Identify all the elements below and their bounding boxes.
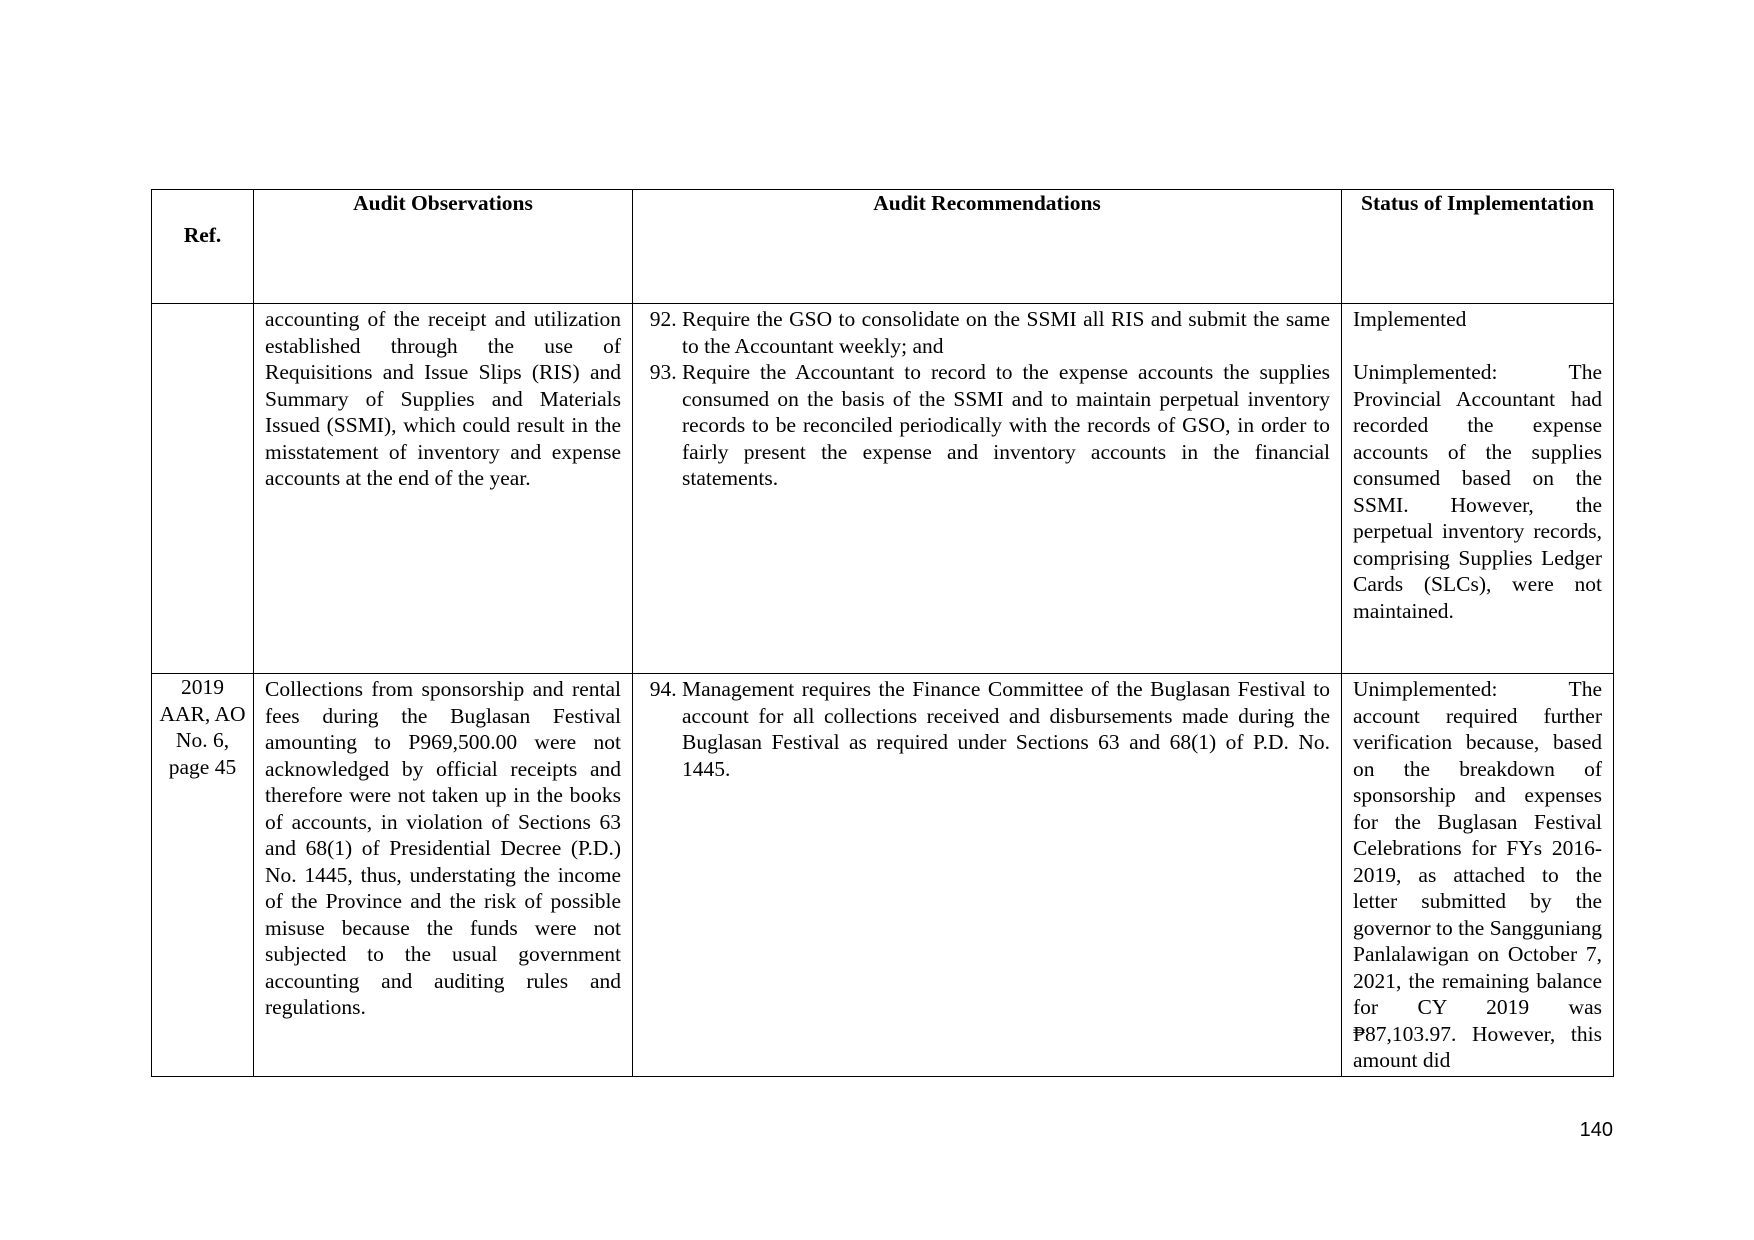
recommendation-item: 94. Management requires the Finance Committee of the Buglasan Festival to account for all collections received and disbursements made during the Buglasan Festival as required under Sections 63 and 68(1) of P.D. No. 1445. bbox=[682, 676, 1330, 782]
page-number: 140 bbox=[1579, 1119, 1613, 1141]
recommendation-list bbox=[644, 676, 1330, 782]
recommendation-item: 93. Require the Accountant to record to the expense accounts the supplies consumed on the basis of the SSMI and to maintain perpetual inventory records to be reconciled periodically with the records of GSO, in order to fairly present the expense and inventory accounts in the financial statements. bbox=[682, 359, 1330, 492]
recommendation-item: 92. Require the GSO to consolidate on the SSMI all RIS and submit the same to the Accountant weekly; and bbox=[682, 306, 1330, 359]
status-cell bbox=[1342, 304, 1614, 674]
audit-table bbox=[151, 189, 1614, 1077]
status-gap bbox=[1353, 333, 1602, 360]
recommendation-list bbox=[644, 306, 1330, 492]
ref-cell bbox=[152, 304, 254, 674]
observation-cell bbox=[254, 304, 633, 674]
observation-cell bbox=[254, 674, 633, 1077]
header-recommendations: Audit Recommendations bbox=[633, 190, 1342, 304]
header-ref: Ref. bbox=[152, 190, 254, 304]
status-text: Implemented bbox=[1353, 307, 1467, 331]
recommendation-cell bbox=[633, 304, 1342, 674]
header-row bbox=[152, 190, 1614, 304]
ref-cell bbox=[152, 674, 254, 1077]
table-row bbox=[152, 304, 1614, 674]
header-status: Status of Implementation bbox=[1342, 190, 1614, 304]
status-text: Unimplemented: The Provincial Accountant had recorded the expense accounts of the supplies consumed based on the SSMI. However, the perpetual inventory records, comprising Supplies Ledger Cards (SLCs), were not maintained. bbox=[1353, 360, 1602, 623]
recommendation-cell bbox=[633, 674, 1342, 1077]
status-text: Unimplemented: The account required further verification because, based on the breakdown of sponsorship and expenses for the Buglasan Festival Celebrations for FYs 2016-2019, as attached to the letter submitted by the governor to the Sangguniang Panlalawigan on October 7, 2021, the remaining balance for CY 2019 was ₱87,103.97. However, this amount did bbox=[1353, 677, 1602, 1072]
ref-text: 2019 AAR, AO No. 6, page 45 bbox=[159, 675, 246, 779]
header-observations: Audit Observations bbox=[254, 190, 633, 304]
observation-text: accounting of the receipt and utilization established through the use of Requisitions and Issue Slips (RIS) and Summary of Supplies and Materials Issued (SSMI), which could result in the misstatement of inventory and expense accounts at the end of the year. bbox=[265, 307, 621, 490]
status-cell bbox=[1342, 674, 1614, 1077]
observation-text: Collections from sponsorship and rental fees during the Buglasan Festival amounting to P969,500.00 were not acknowledged by official receipts and therefore were not taken up in the books of accounts, in violation of Sections 63 and 68(1) of Presidential Decree (P.D.) No. 1445, thus, understating the income of the Province and the risk of possible misuse because the funds were not subjected to the usual government accounting and auditing rules and regulations. bbox=[265, 677, 621, 1019]
table-row bbox=[152, 674, 1614, 1077]
